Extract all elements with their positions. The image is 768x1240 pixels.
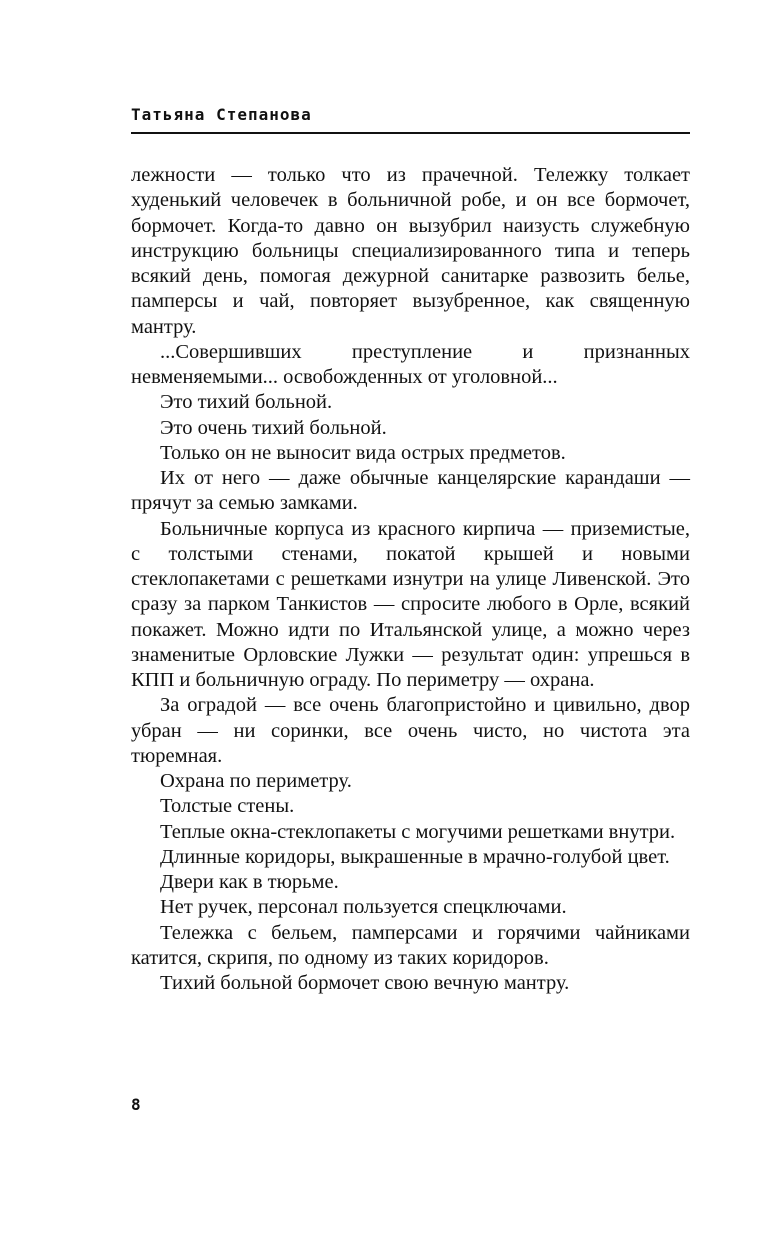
paragraph: Тихий больной бормочет свою вечную мантру. [160, 972, 570, 994]
text-body [131, 163, 690, 996]
page-number: 8 [131, 1095, 141, 1114]
header-rule [131, 132, 690, 134]
paragraph: Тележка с бельем, памперсами и горячими чайниками катится, скрипя, по одному из таких коридоров. [131, 921, 690, 969]
paragraph: Нет ручек, персонал пользуется спецключами. [160, 896, 567, 919]
paragraph: лежности — только что из прачечной. Тележку толкает худенький человечек в больничной робе, и он все бормочет, бормочет. Когда-то давно он вызубрил наизусть служебную инструкцию больницы специализированного типа и теперь всякий день, помогая дежурной санитарке развозить белье, памперсы и чай, повторяет вызубренное, как священную мантру. [131, 164, 690, 338]
paragraph: Охрана по периметру. [160, 770, 352, 792]
paragraph: Это очень тихий больной. [160, 416, 387, 439]
paragraph: Их от него — даже обычные канцелярские карандаши — прячут за семью замками. [131, 467, 690, 515]
paragraph: Больничные корпуса из красного кирпича — приземистые, с толстыми стенами, покатой крышей и новыми стеклопакетами с решетками изнутри на улице Ливенской. Это сразу за парком Танкистов — спросите любого в Орле, всякий покажет. Можно идти по Итальянской улице, а можно через знаменитые Орловские Лужки — результат один: упрешься в КПП и больничную ограду. По периметру — охрана. [131, 517, 690, 691]
paragraph: Это тихий больной. [160, 391, 333, 414]
paragraph: Теплые окна-стеклопакеты с могучими решетками внутри. [160, 820, 676, 843]
paragraph: ...Совершивших преступление и признанных невменяемыми... освобожденных от уголовной... [131, 340, 690, 388]
paragraph: Двери как в тюрьме. [160, 871, 339, 893]
paragraph: Длинные коридоры, выкрашенные в мрачно-голубой цвет. [160, 845, 670, 868]
paragraph: За оградой — все очень благопристойно и цивильно, двор убран — ни соринки, все очень чисто, но чистота эта тюремная. [131, 694, 690, 767]
paragraph: Толстые стены. [160, 795, 295, 818]
paragraph: Только он не выносит вида острых предметов. [160, 441, 566, 464]
running-title: Татьяна Степанова [131, 105, 312, 124]
